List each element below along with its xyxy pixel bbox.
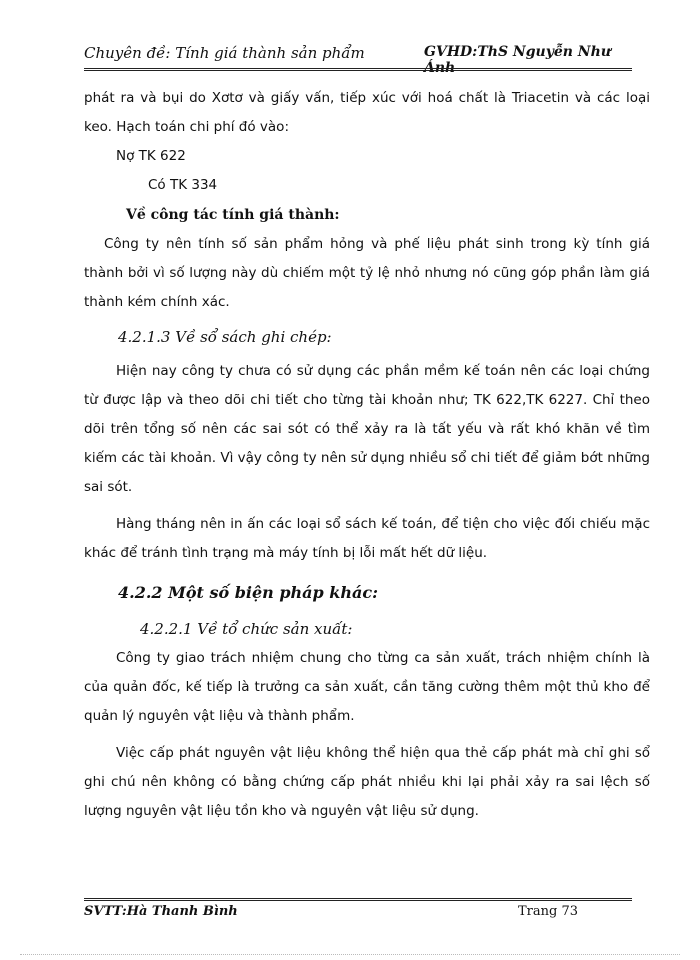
footer-page-number: Trang 73 (518, 904, 579, 919)
page-edge-divider (20, 954, 680, 955)
header-advisor: GVHD:ThS Nguyễn Như Ánh (424, 44, 611, 76)
footer-student: SVTT:Hà Thanh Bình (84, 904, 238, 919)
paragraph-organization: Công ty giao trách nhiệm chung cho từng ca sản xuất, trách nhiệm chính là của quản đốc, kế tiếp là trưởng ca sản xuất, cần tăng cường thêm một thủ kho để quản lý nguyên vật liệu và thành phẩm. (84, 650, 650, 724)
heading-4-2-2-1: 4.2.2.1 Về tổ chức sản xuất: (140, 620, 353, 638)
heading-4-2-1-3: 4.2.1.3 Về sổ sách ghi chép: (118, 328, 332, 346)
paragraph-pricing: Công ty nên tính số sản phẩm hỏng và phế liệu phát sinh trong kỳ tính giá thành bởi vì số lượng này dù chiếm một tỷ lệ nhỏ nhưng nó cũng góp phần làm giá thành kém chính xác. (84, 236, 650, 310)
paragraph-printing: Hàng tháng nên in ấn các loại sổ sách kế toán, để tiện cho việc đối chiếu mặc khác để tránh tình trạng mà máy tính bị lỗi mất hết dữ liệu. (84, 516, 650, 561)
header-rule (84, 68, 632, 71)
paragraph-intro: phát ra và bụi do Xơtơ và giấy vấn, tiếp xúc với hoá chất là Triacetin và các loại keo. Hạch toán chi phí đó vào: (84, 90, 650, 135)
paragraph-materials: Việc cấp phát nguyên vật liệu không thể hiện qua thẻ cấp phát mà chỉ ghi sổ ghi chú nên không có bằng chứng cấp phát nhiều khi lại phải xảy ra sai lệch số lượng nguyên vật liệu tồn kho và nguyên vật liệu sử dụng. (84, 745, 650, 819)
document-body (84, 84, 650, 826)
journal-entry-debit: Nợ TK 622 (116, 148, 186, 164)
heading-4-2-2: 4.2.2 Một số biện pháp khác: (118, 583, 379, 602)
page-header (84, 40, 632, 76)
paragraph-bookkeeping: Hiện nay công ty chưa có sử dụng các phần mềm kế toán nên các loại chứng từ được lập và theo dõi chi tiết cho từng tài khoản như; TK 622,TK 6227. Chỉ theo dõi trên tổng số nên các sai sót có thể xảy ra là tất yếu và rất khó khăn về tìm kiếm các tài khoản. Vì vậy công ty nên sử dụng nhiều sổ chi tiết để giảm bớt những sai sót. (84, 363, 650, 495)
spacer (84, 502, 650, 510)
footer-rule (84, 898, 632, 901)
spacer (84, 731, 650, 739)
journal-entry-credit: Có TK 334 (148, 177, 218, 193)
heading-pricing: Về công tác tính giá thành: (126, 207, 340, 223)
header-topic: Chuyên đề: Tính giá thành sản phẩm (84, 44, 365, 62)
